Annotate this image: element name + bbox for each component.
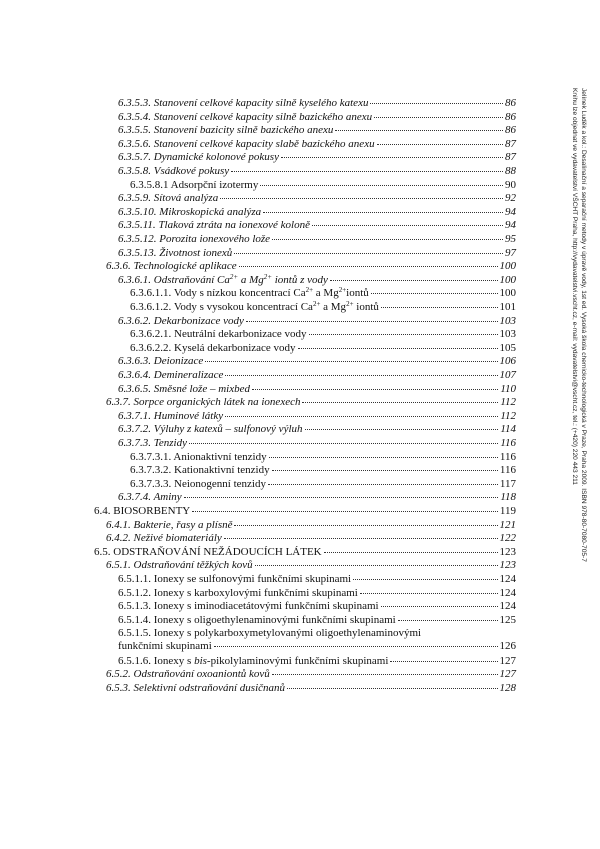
dot-leader (305, 429, 499, 430)
toc-entry-number: 6.4. (94, 505, 111, 517)
dot-leader (189, 443, 498, 444)
dot-leader (269, 457, 498, 458)
toc-entry-page: 112 (500, 396, 516, 408)
dot-leader (263, 212, 503, 213)
dot-leader (377, 144, 503, 145)
toc-entry-title: 6.5.1.2. Ionexy s karboxylovými funkčními skupinami (118, 587, 358, 599)
toc-entry-number: 6.3.5.4. (118, 111, 151, 123)
toc-entry (118, 165, 516, 178)
toc-entry (118, 423, 516, 436)
dot-leader (214, 646, 498, 647)
publisher-sidebar (562, 88, 592, 562)
toc-entry-page: 86 (505, 124, 516, 136)
toc-entry-title: 6.3.5.8. Vsádkové pokusy (118, 165, 230, 177)
dot-leader (312, 225, 503, 226)
toc-entry-title: 6.3.5.12. Porozita ionexového lože (118, 233, 271, 245)
toc-entry (94, 546, 516, 559)
toc-entry (106, 519, 516, 532)
toc-entry-page: 101 (499, 301, 516, 313)
toc-entry-number: 6.5.1.6. (118, 655, 151, 667)
toc-entry-title: 6.5.1.5. Ionexy s polykarboxymetylovanými oligoethylenaminovými (118, 627, 422, 639)
toc-entry-number: 6.3.7.3.2. (130, 464, 172, 476)
toc-entry-page: 92 (505, 192, 516, 204)
toc-entry-number: 6.3.5.3. (118, 97, 151, 109)
toc-entry-page: 88 (505, 165, 516, 177)
toc-entry-title: 6.3.7.4. Aminy (118, 491, 182, 503)
toc-entry-page: 90 (505, 179, 516, 191)
toc-entry-title: 6.3.5.4. Stanovení celkové kapacity silně bazického anexu (118, 111, 373, 123)
toc-entry (106, 396, 516, 409)
dot-leader (302, 402, 498, 403)
toc-entry (118, 410, 516, 423)
toc-entry-title: 6.3.7.3.1. Anionaktivní tenzidy (130, 451, 267, 463)
toc-entry (118, 655, 516, 668)
toc-entry (118, 219, 516, 232)
dot-leader (335, 130, 503, 131)
dot-leader (298, 348, 498, 349)
toc-entry-title: 6.3.5.9. Sítová analýza (118, 192, 219, 204)
toc-entry (118, 97, 516, 110)
toc-entry-title-continued: funkčními skupinami (118, 640, 212, 652)
toc-entry-number: 6.5.1.3. (118, 600, 151, 612)
dot-leader (324, 552, 498, 553)
toc-entry-page: 124 (499, 573, 516, 585)
toc-entry-title: 6.3.5.13. Životnost ionexů (118, 247, 233, 259)
toc-entry-number: 6.3.5.11. (118, 219, 156, 231)
toc-entry-title: 6.4.1. Bakterie, řasy a plísně (106, 519, 233, 531)
toc-entry-page: 94 (505, 206, 516, 218)
toc-entry-number: 6.3.7. (106, 396, 131, 408)
toc-entry-title: 6.3.6.4. Demineralizace (118, 369, 224, 381)
dot-leader (371, 293, 498, 294)
toc-entry-number: 6.3.6.1. (118, 274, 151, 286)
toc-entry-title: 6.3.7.1. Huminové látky (118, 410, 224, 422)
toc-entry-title: 6.3.6.1. Odstraňování $Ca^{2+}$ a $Mg^{2+}$ iontů z vody (118, 273, 328, 286)
toc-entry-number: 6.5. (94, 546, 111, 558)
toc-entry (118, 491, 516, 504)
dot-leader (272, 674, 498, 675)
toc-entry (106, 682, 516, 695)
toc-entry-title: 6.5. ODSTRAŇOVÁNÍ NEŽÁDOUCÍCH LÁTEK (94, 546, 322, 558)
toc-entry-page: 127 (499, 668, 516, 680)
toc-entry-title: 6.3.6.2. Dekarbonizace vody (118, 315, 244, 327)
toc-entry-number: 6.3.6.4. (118, 369, 151, 381)
toc-entry-number: 6.5.1.4. (118, 614, 151, 626)
dot-leader (272, 239, 503, 240)
toc-entry-title: 6.3.6. Technologické aplikace (106, 260, 237, 272)
dot-leader (287, 688, 497, 689)
toc-entry-page: 103 (499, 315, 516, 327)
toc-entry-number: 6.5.1.2. (118, 587, 151, 599)
toc-entry-title: 6.3.6.2.2. Kyselá dekarbonizace vody (130, 342, 296, 354)
sidebar-citation: Jelínek Luděk a kol.: Desalinační a separační metody v úpravě vody, 1st ed. Vysoká škola chemicko-technologická v Praze, Praha 2009. ISBN 978-80-7080-705-7 (580, 88, 587, 562)
dot-leader (381, 307, 498, 308)
toc-entry-title: 6.3.5.11. Tlaková ztráta na ionexové koloně (118, 219, 310, 231)
dot-leader (281, 157, 503, 158)
dot-leader (252, 389, 498, 390)
dot-leader (225, 416, 498, 417)
toc-entry-page: 106 (499, 355, 516, 367)
toc-entry (130, 478, 516, 491)
toc-entry (118, 206, 516, 219)
toc-entry-number: 6.3.7.3.1. (130, 451, 172, 463)
toc-entry-number: 6.3.5.8. (118, 165, 151, 177)
toc-entry (118, 315, 516, 328)
toc-entry-title: 6.3.7.3. Tenzidy (118, 437, 187, 449)
toc-entry (106, 668, 516, 681)
toc-entry-title: 6.3.6.5. Směsné lože – mixbed (118, 383, 250, 395)
toc-entry-page: 114 (500, 423, 516, 435)
toc-entry (130, 301, 516, 314)
toc-entry-page: 110 (500, 383, 516, 395)
toc-entry (130, 464, 516, 477)
dot-leader (239, 266, 498, 267)
toc-entry-title: 6.5.1.3. Ionexy s iminodiacetátovými funkčními skupinami (118, 600, 379, 612)
toc-entry-page: 97 (505, 247, 516, 259)
toc-entry-number: 6.4.1. (106, 519, 131, 531)
toc-entry-title: 6.3.5.7. Dynamické kolonové pokusy (118, 151, 279, 163)
toc-entry (118, 573, 516, 586)
toc-entry-number: 6.3.5.8.1 (130, 179, 169, 191)
toc-entry (118, 600, 516, 613)
toc-entry-number: 6.3.6.3. (118, 355, 151, 367)
toc-entry-page: 100 (499, 287, 516, 299)
dot-leader (398, 620, 498, 621)
toc-entry-title: 6.3.7.3.3. Neionogenní tenzidy (130, 478, 266, 490)
toc-entry-page: 116 (500, 437, 516, 449)
toc-entry-number: 6.3.5.13. (118, 247, 157, 259)
toc-entry (118, 151, 516, 164)
toc-entry-page: 117 (499, 478, 516, 490)
toc-entry (130, 287, 516, 300)
dot-leader (370, 103, 503, 104)
toc-entry-page: 127 (499, 655, 516, 667)
dot-leader (184, 497, 499, 498)
dot-leader (272, 470, 498, 471)
toc-entry-number: 6.5.2. (106, 668, 131, 680)
toc-entry (118, 138, 516, 151)
toc-entry-page: 107 (499, 369, 516, 381)
dot-leader (353, 579, 497, 580)
dot-leader (234, 253, 503, 254)
toc-entry (106, 532, 516, 545)
dot-leader (390, 661, 497, 662)
toc-entry-page: 118 (500, 491, 516, 503)
toc-entry (118, 192, 516, 205)
toc-entry-page: 122 (499, 532, 516, 544)
toc-entry-number: 6.3.5.7. (118, 151, 151, 163)
toc-entry-title: 6.5.1.1. Ionexy se sulfonovými funkčními skupinami (118, 573, 352, 585)
toc-entry-number: 6.3.7.3.3. (130, 478, 172, 490)
toc-entry-number: 6.3.6. (106, 260, 131, 272)
toc-entry-page: 100 (499, 260, 516, 272)
dot-leader (192, 511, 498, 512)
toc-entry (118, 614, 516, 627)
toc-entry-number: 6.3.6.1.2. (130, 301, 172, 313)
toc-entry-number: 6.5.3. (106, 682, 131, 694)
toc-entry-page: 87 (505, 151, 516, 163)
toc-entry-title: 6.5.3. Selektivní odstraňování dusičnanů (106, 682, 286, 694)
dot-leader (231, 171, 503, 172)
toc-entry-number: 6.5.1. (106, 559, 131, 571)
toc-entry-page: 116 (499, 451, 516, 463)
toc-entry-page: 119 (499, 505, 516, 517)
dot-leader (330, 280, 498, 281)
toc-entry-page: 103 (499, 328, 516, 340)
toc-entry (118, 233, 516, 246)
toc-entry (118, 247, 516, 260)
toc-entry (118, 437, 516, 450)
dot-leader (360, 593, 498, 594)
toc-entry-page: 116 (499, 464, 516, 476)
dot-leader (309, 334, 498, 335)
dot-leader (374, 117, 503, 118)
toc-entry (118, 124, 516, 137)
toc-entry-page: 100 (499, 274, 516, 286)
toc-entry-number: 6.3.5.10. (118, 206, 157, 218)
toc-entry-title: 6.3.7.2. Výluhy z katexů – sulfonový výluh (118, 423, 303, 435)
toc-entry (118, 355, 516, 368)
toc-entry-page: 124 (499, 600, 516, 612)
toc-entry-title: 6.3.5.3. Stanovení celkové kapacity silně kyselého katexu (118, 97, 369, 109)
toc-entry (118, 111, 516, 124)
toc-entry (118, 274, 516, 287)
toc-entry (118, 627, 516, 653)
toc-entry-page: 86 (505, 111, 516, 123)
dot-leader (205, 361, 497, 362)
dot-leader (224, 538, 498, 539)
toc-entry-number: 6.3.6.2.1. (130, 328, 172, 340)
dot-leader (246, 321, 498, 322)
toc-entry-page: 128 (499, 682, 516, 694)
toc-entry-number: 6.3.7.4. (118, 491, 151, 503)
toc-entry-number: 6.3.5.12. (118, 233, 157, 245)
toc-entry-number: 6.3.6.5. (118, 383, 151, 395)
toc-entry-number: 6.3.6.1.1. (130, 287, 172, 299)
toc-entry-page: 86 (505, 97, 516, 109)
toc-entry (130, 342, 516, 355)
toc-entry-number: 6.3.6.2.2. (130, 342, 172, 354)
toc-entry-page: 87 (505, 138, 516, 150)
toc-entry-title: 6.3.5.5. Stanovení bazicity silně bazického anexu (118, 124, 334, 136)
toc-entry-number: 6.3.7.1. (118, 410, 151, 422)
toc-entry-title: 6.5.1. Odstraňování těžkých kovů (106, 559, 253, 571)
dot-leader (234, 525, 497, 526)
toc-entry-title: 6.3.7. Sorpce organických látek na ionexech (106, 396, 301, 408)
toc-entry-title: 6.5.2. Odstraňování oxoaniontů kovů (106, 668, 270, 680)
toc-entry-title: 6.3.6.2.1. Neutrální dekarbonizace vody (130, 328, 307, 340)
toc-entry-number: 6.3.6.2. (118, 315, 151, 327)
toc-entry-page: 123 (499, 546, 516, 558)
toc-entry-page: 123 (499, 559, 516, 571)
dot-leader (225, 375, 497, 376)
toc-entry-page: 126 (499, 640, 516, 652)
toc-entry (118, 369, 516, 382)
toc-entry-title: 6.4.2. Neživé biomateriály (106, 532, 222, 544)
toc-entry-page: 94 (505, 219, 516, 231)
toc-entry-number: 6.3.5.9. (118, 192, 151, 204)
toc-entry-page: 95 (505, 233, 516, 245)
toc-entry-page: 105 (499, 342, 516, 354)
toc-entry (130, 328, 516, 341)
toc-entry-number: 6.3.7.2. (118, 423, 151, 435)
dot-leader (260, 185, 503, 186)
toc-entry-title: 6.4. BIOSORBENTY (94, 505, 191, 517)
toc-entry (130, 451, 516, 464)
dot-leader (220, 198, 503, 199)
toc-entry-title: 6.5.1.6. Ionexy s bis-pikolylaminovými funkčními skupinami (118, 655, 389, 667)
toc-entry-title: 6.3.5.6. Stanovení celkové kapacity slabě bazického anexu (118, 138, 375, 150)
toc-entry-page: 125 (499, 614, 516, 626)
dot-leader (381, 606, 498, 607)
toc-entry-title: 6.3.6.1.1. Vody s nízkou koncentrací $Ca^{2+}$ a $Mg^{2+}iontů$ (130, 286, 369, 299)
toc-entry-title: 6.3.5.8.1 Adsorpční izotermy (130, 179, 259, 191)
toc-entry (130, 179, 516, 192)
toc-entry-title: 6.5.1.4. Ionexy s oligoethylenaminovými funkčními skupinami (118, 614, 396, 626)
toc-entry-number: 6.3.5.6. (118, 138, 151, 150)
dot-leader (255, 565, 498, 566)
toc-entry (106, 559, 516, 572)
toc-entry-title: 6.3.7.3.2. Kationaktivní tenzidy (130, 464, 270, 476)
toc-entry-number: 6.3.7.3. (118, 437, 151, 449)
dot-leader (268, 484, 498, 485)
toc-entry (106, 260, 516, 273)
toc-entry (94, 505, 516, 518)
toc-entry-number: 6.3.5.5. (118, 124, 151, 136)
toc-entry (118, 587, 516, 600)
toc-entry-title: 6.3.6.3. Deionizace (118, 355, 204, 367)
toc-entry-number: 6.5.1.5. (118, 627, 151, 639)
toc-entry-page: 124 (499, 587, 516, 599)
toc-entry-title: 6.3.5.10. Mikroskopická analýza (118, 206, 262, 218)
toc-entry-page: 121 (499, 519, 516, 531)
toc-entry-number: 6.4.2. (106, 532, 131, 544)
sidebar-ordering-info: Knihu lze objednat ve vydavatelství VŠCHT Praha, http://vydavatelstvi.vscht.cz, e-mail: vydavatelstvi@vscht.cz, tel.: (+420) 220 443 211 (571, 88, 578, 485)
toc-entry (118, 383, 516, 396)
toc-entry-page: 112 (500, 410, 516, 422)
toc-entry-title: 6.3.6.1.2. Vody s vysokou koncentrací $Ca^{2+}$ a $Mg^{2+}$ iontů (130, 300, 379, 313)
toc-entry-number: 6.5.1.1. (118, 573, 151, 585)
